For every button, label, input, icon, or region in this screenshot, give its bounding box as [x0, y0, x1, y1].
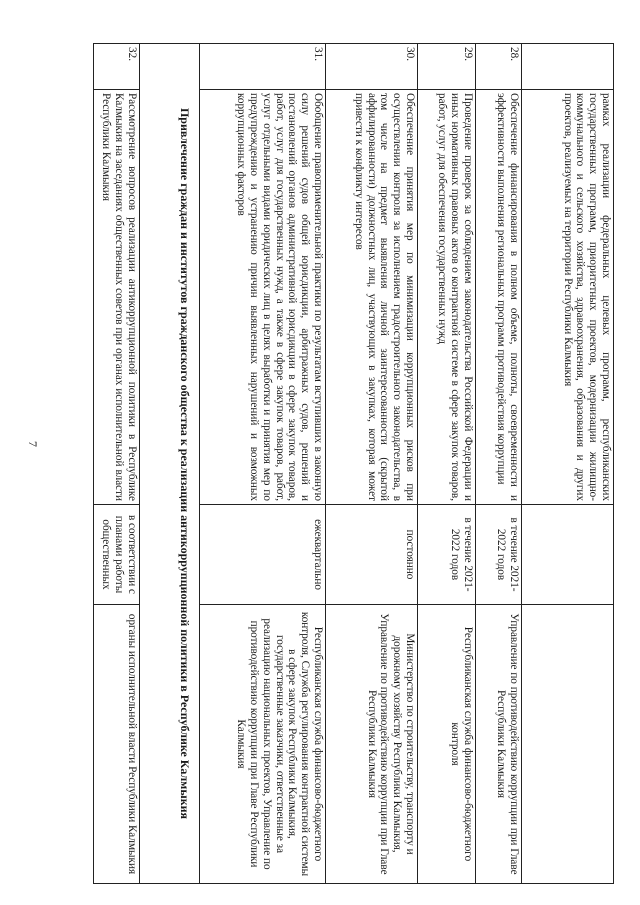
row-number: 31.	[200, 44, 326, 90]
page-number: 7	[26, 441, 40, 447]
row-description: рамках реализации федеральных целевых программ, республиканских государственных программ, приоритетных проектов, модернизации жилищно-коммунального и сельского хозяйства, здравоохранения, образования и других проектов, реализуемых на территории Республики Калмыкия	[522, 90, 614, 505]
row-term: в соответствии с планами работы общественных	[94, 505, 140, 605]
row-number: 30.	[326, 44, 418, 90]
row-term: постоянно	[326, 505, 418, 605]
row-term: в течение 2021-2022 годов	[418, 505, 476, 605]
section-title: Привлечение граждан и институтов гражданского общества к реализации антикоррупционной политики в Республике Калмыкия	[140, 44, 200, 884]
row-description: Проведение проверок за соблюдением законодательства Российской Федерации и иных нормативных правовых актов о контрактной системе в сфере закупок товаров, работ, услуг для обеспечения государственных нужд	[418, 90, 476, 505]
table-row	[476, 44, 522, 884]
row-executor: Управление по противодействию коррупции при Главе Республики Калмыкия	[476, 605, 522, 884]
row-description: Рассмотрение вопросов реализации антикоррупционной политики в Республике Калмыкия на заседаниях общественных советов при органах исполнительной власти Республики Калмыкия	[94, 90, 140, 505]
table-row	[200, 44, 326, 884]
row-description: Обобщение правоприменительной практики по результатам вступивших в законную силу решений судов общей юрисдикции, арбитражных судов, решений и постановлений органов административной юрисдикции в сфере закупок товаров, работ, услуг для государственных нужд, а также в сфере закупок товаров, работ, услуг отдельными видами юридических лиц в целях выработки и принятия мер по предупреждению и устранению причин выявленных нарушений и возможных коррупционных факторов	[200, 90, 326, 505]
row-term: в течение 2021-2022 годов	[476, 505, 522, 605]
row-number: 29.	[418, 44, 476, 90]
action-plan-table	[93, 43, 614, 884]
table-row	[522, 44, 614, 884]
rotated-page-content	[14, 43, 614, 883]
row-executor: органы исполнительной власти Республики Калмыкия	[94, 605, 140, 884]
row-executor: Министерство по строительству, транспорту и дорожному хозяйству Республики Калмыкия, Управление по противодействию коррупции при Главе Республики Калмыкия	[326, 605, 418, 884]
table-row	[326, 44, 418, 884]
row-description: Обеспечение принятия мер по минимизации коррупционных рисков при осуществлении контроля за исполнением градостроительного законодательства, в том числе на предмет выявления личной заинтересованности (скрытой аффилированности) должностных лиц, участвующих в закупках, которая может привести к конфликту интересов	[326, 90, 418, 505]
row-number: 28.	[476, 44, 522, 90]
row-term	[522, 505, 614, 605]
row-executor	[522, 605, 614, 884]
table-row	[418, 44, 476, 884]
row-executor: Республиканская служба финансово-бюджетного контроля, Служба регулирования контрактной системы в сфере закупок Республики Калмыкия, государственные заказчики, ответственные за реализацию национальных проектов, Управление по противодействию коррупции при Главе Республики Калмыкия	[200, 605, 326, 884]
row-number	[522, 44, 614, 90]
row-executor: Республиканская служба финансово-бюджетного контроля	[418, 605, 476, 884]
row-term: ежеквартально	[200, 505, 326, 605]
table-row	[94, 44, 140, 884]
row-description: Обеспечение финансирования в полном объеме, полноты, своевременности и эффективности выполнения региональных программ противодействия коррупции	[476, 90, 522, 505]
section-row	[140, 44, 200, 884]
row-number: 32.	[94, 44, 140, 90]
